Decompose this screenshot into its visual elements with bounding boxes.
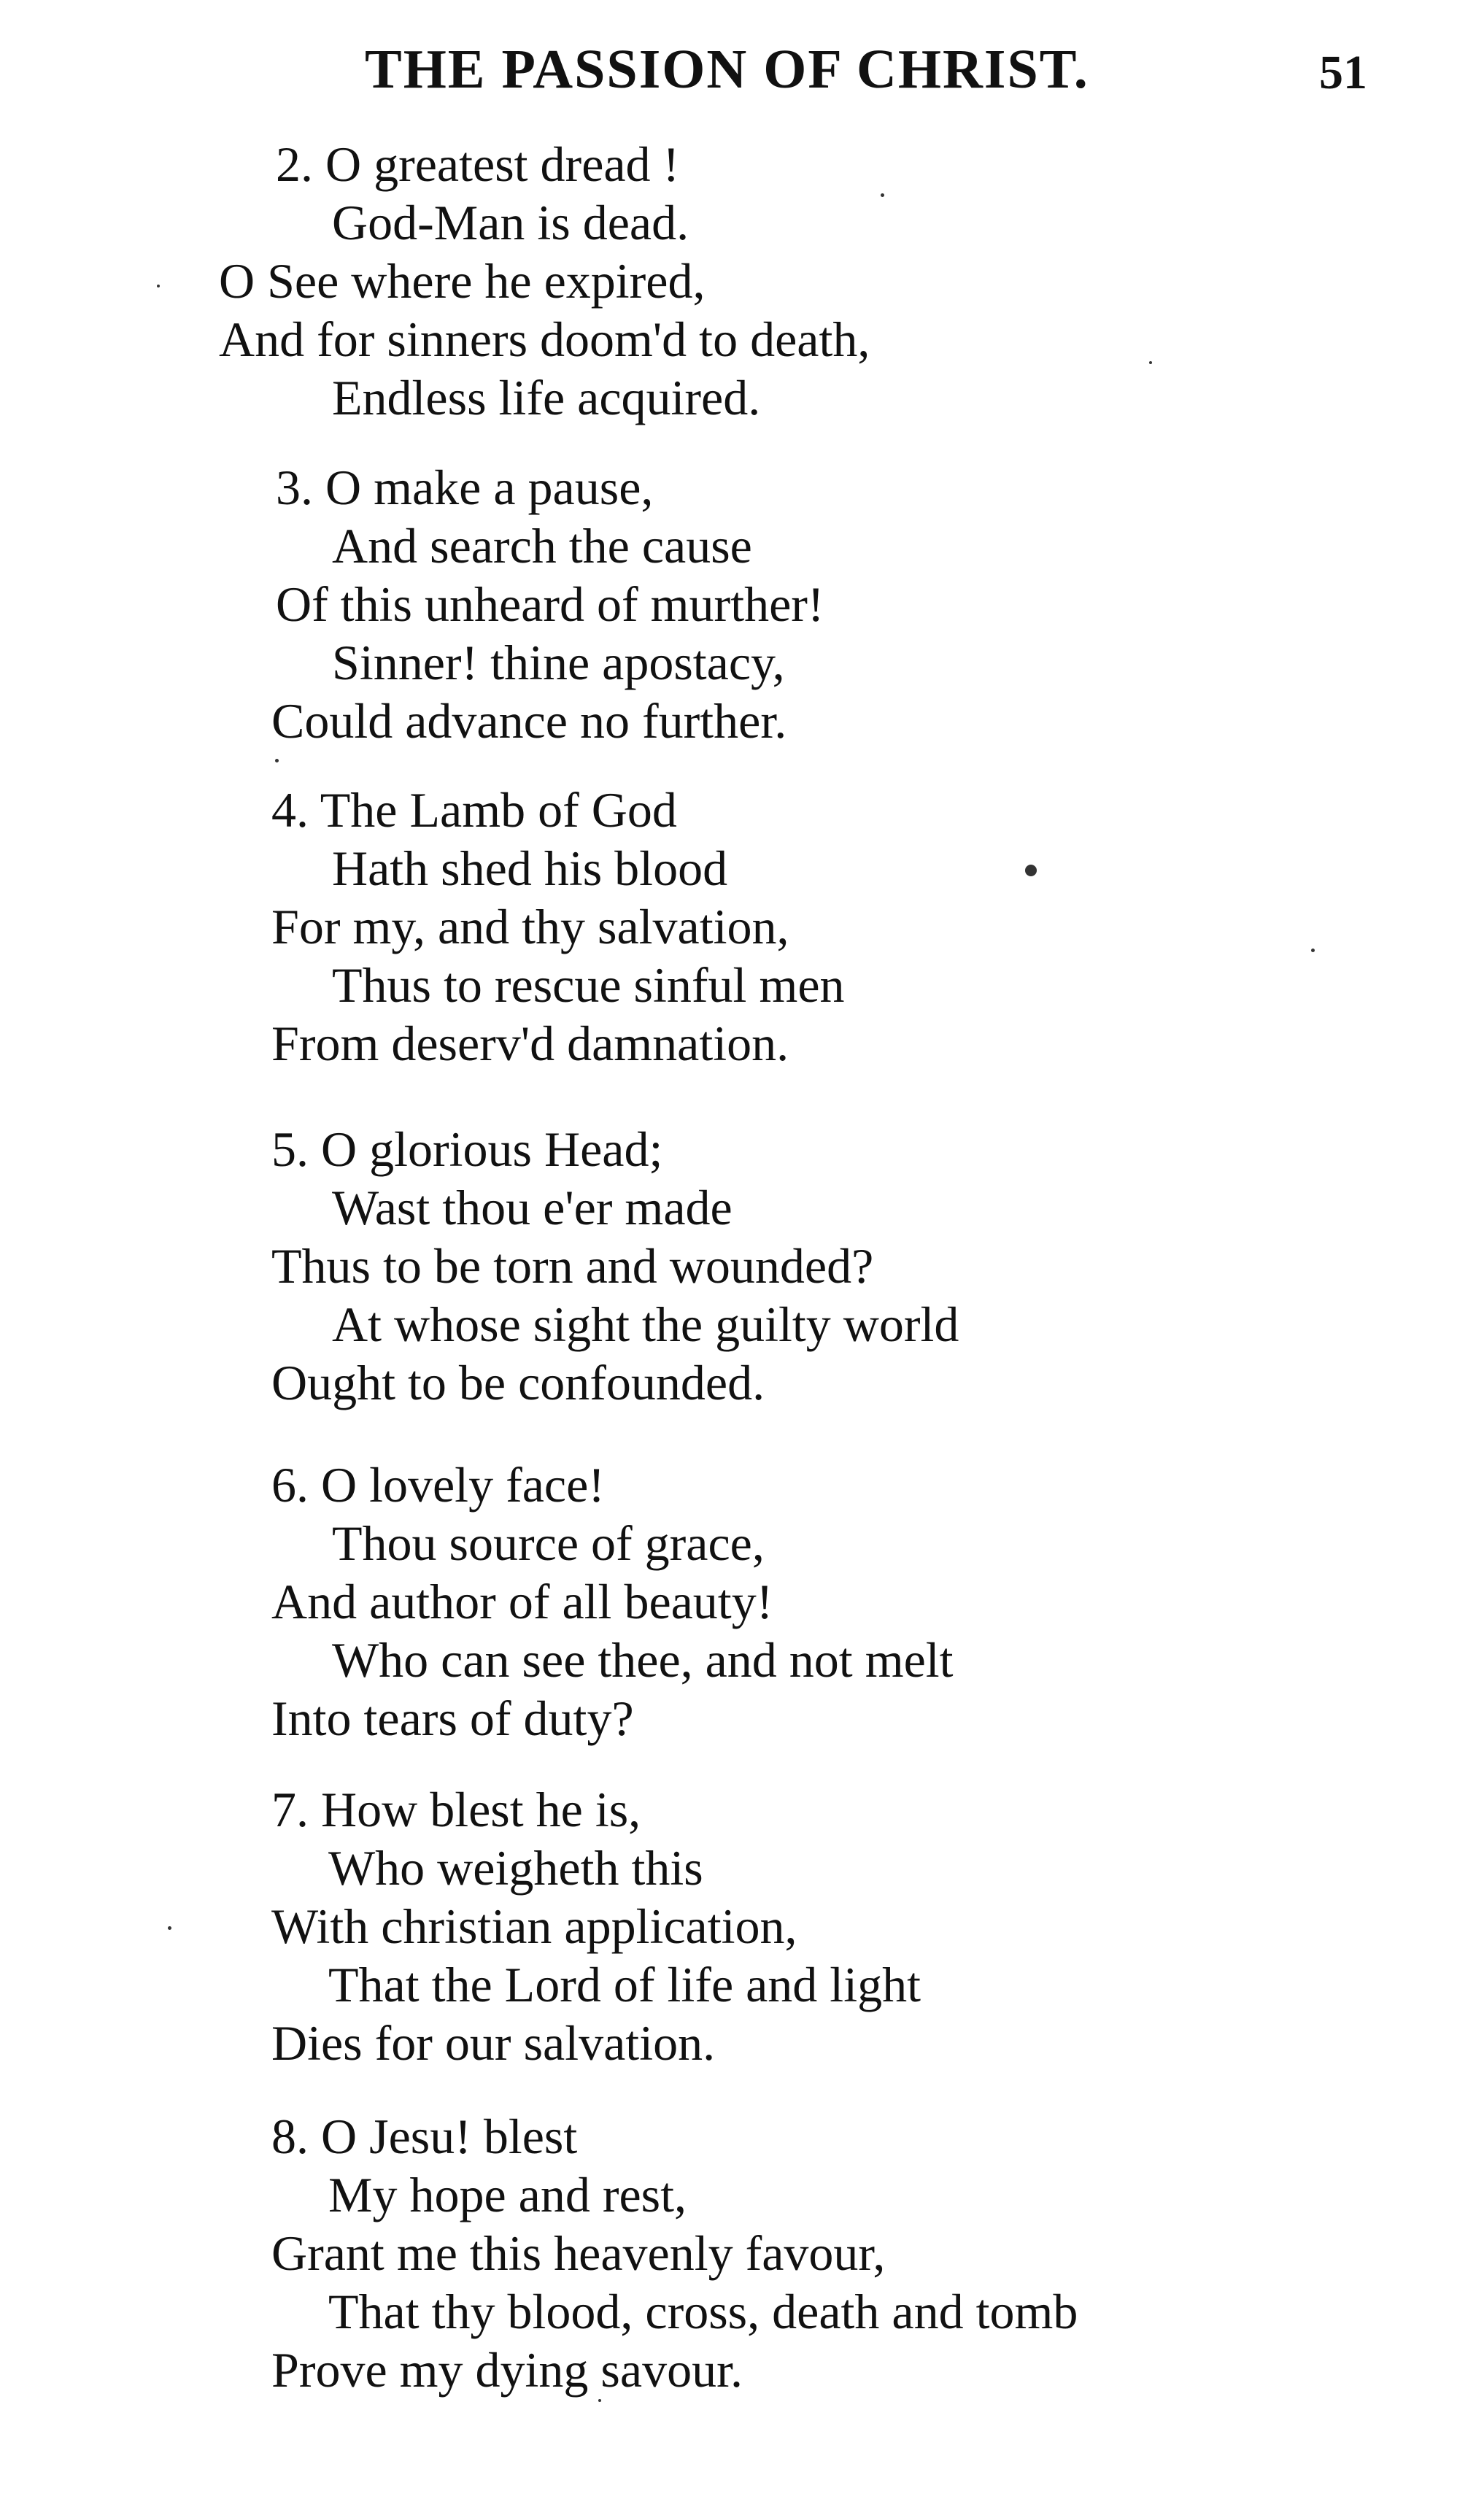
- verse-line: And for sinners doom'd to death,: [219, 312, 870, 367]
- verse-line: 2. O greatest dread !: [276, 136, 680, 192]
- verse-line: 7. How blest he is,: [271, 1782, 641, 1837]
- verse-line: Into tears of duty?: [271, 1691, 634, 1746]
- verse-line: With christian application,: [271, 1899, 797, 1954]
- verse-line: Who weigheth this: [328, 1840, 703, 1896]
- verse-line: Endless life acquired.: [332, 370, 761, 425]
- verse-line: And author of all beauty!: [271, 1574, 773, 1629]
- verse-line: 3. O make a pause,: [276, 460, 654, 515]
- verse-line: Could advance no further.: [271, 693, 787, 749]
- verse-line: Ought to be confounded.: [271, 1355, 765, 1410]
- verse-line: My hope and rest,: [328, 2167, 687, 2222]
- verse-line: Prove my dying savour.: [271, 2342, 743, 2398]
- verse-line: Of this unheard of murther!: [276, 576, 824, 632]
- verse-line: Sinner! thine apostacy,: [332, 635, 785, 690]
- verse-line: Thus to rescue sinful men: [332, 957, 845, 1013]
- ink-speck: [1149, 361, 1152, 364]
- page-number: 51: [1319, 46, 1367, 99]
- verse-line: And search the cause: [332, 518, 752, 573]
- verse-line: Hath shed his blood: [332, 841, 728, 896]
- ink-speck: [275, 759, 279, 762]
- ink-speck: [1311, 949, 1315, 952]
- verse-line: Dies for our salvation.: [271, 2015, 716, 2071]
- ink-speck: [881, 193, 884, 197]
- running-header-title: THE PASSION OF CHRIST.: [365, 39, 1089, 100]
- ink-speck: [598, 2399, 601, 2402]
- verse-line: 4. The Lamb of God: [271, 782, 677, 838]
- verse-line: At whose sight the guilty world: [332, 1297, 959, 1352]
- verse-line: For my, and thy salvation,: [271, 899, 789, 954]
- ink-speck: [168, 1926, 171, 1930]
- verse-line: From deserv'd damnation.: [271, 1016, 789, 1071]
- ink-speck: [157, 285, 160, 287]
- verse-line: Who can see thee, and not melt: [332, 1632, 954, 1688]
- verse-line: God-Man is dead.: [332, 195, 689, 250]
- verse-line: Thus to be torn and wounded?: [271, 1238, 874, 1294]
- verse-line: 8. O Jesu! blest: [271, 2109, 578, 2164]
- verse-line: Wast thou e'er made: [332, 1180, 733, 1235]
- verse-line: Thou source of grace,: [332, 1515, 765, 1571]
- verse-line: 5. O glorious Head;: [271, 1121, 663, 1177]
- ink-speck: [1025, 865, 1037, 876]
- verse-line: Grant me this heavenly favour,: [271, 2225, 886, 2281]
- verse-line: That thy blood, cross, death and tomb: [328, 2284, 1078, 2339]
- verse-line: O See where he expired,: [219, 253, 706, 309]
- verse-line: 6. O lovely face!: [271, 1457, 605, 1513]
- verse-line: That the Lord of life and light: [328, 1957, 921, 2012]
